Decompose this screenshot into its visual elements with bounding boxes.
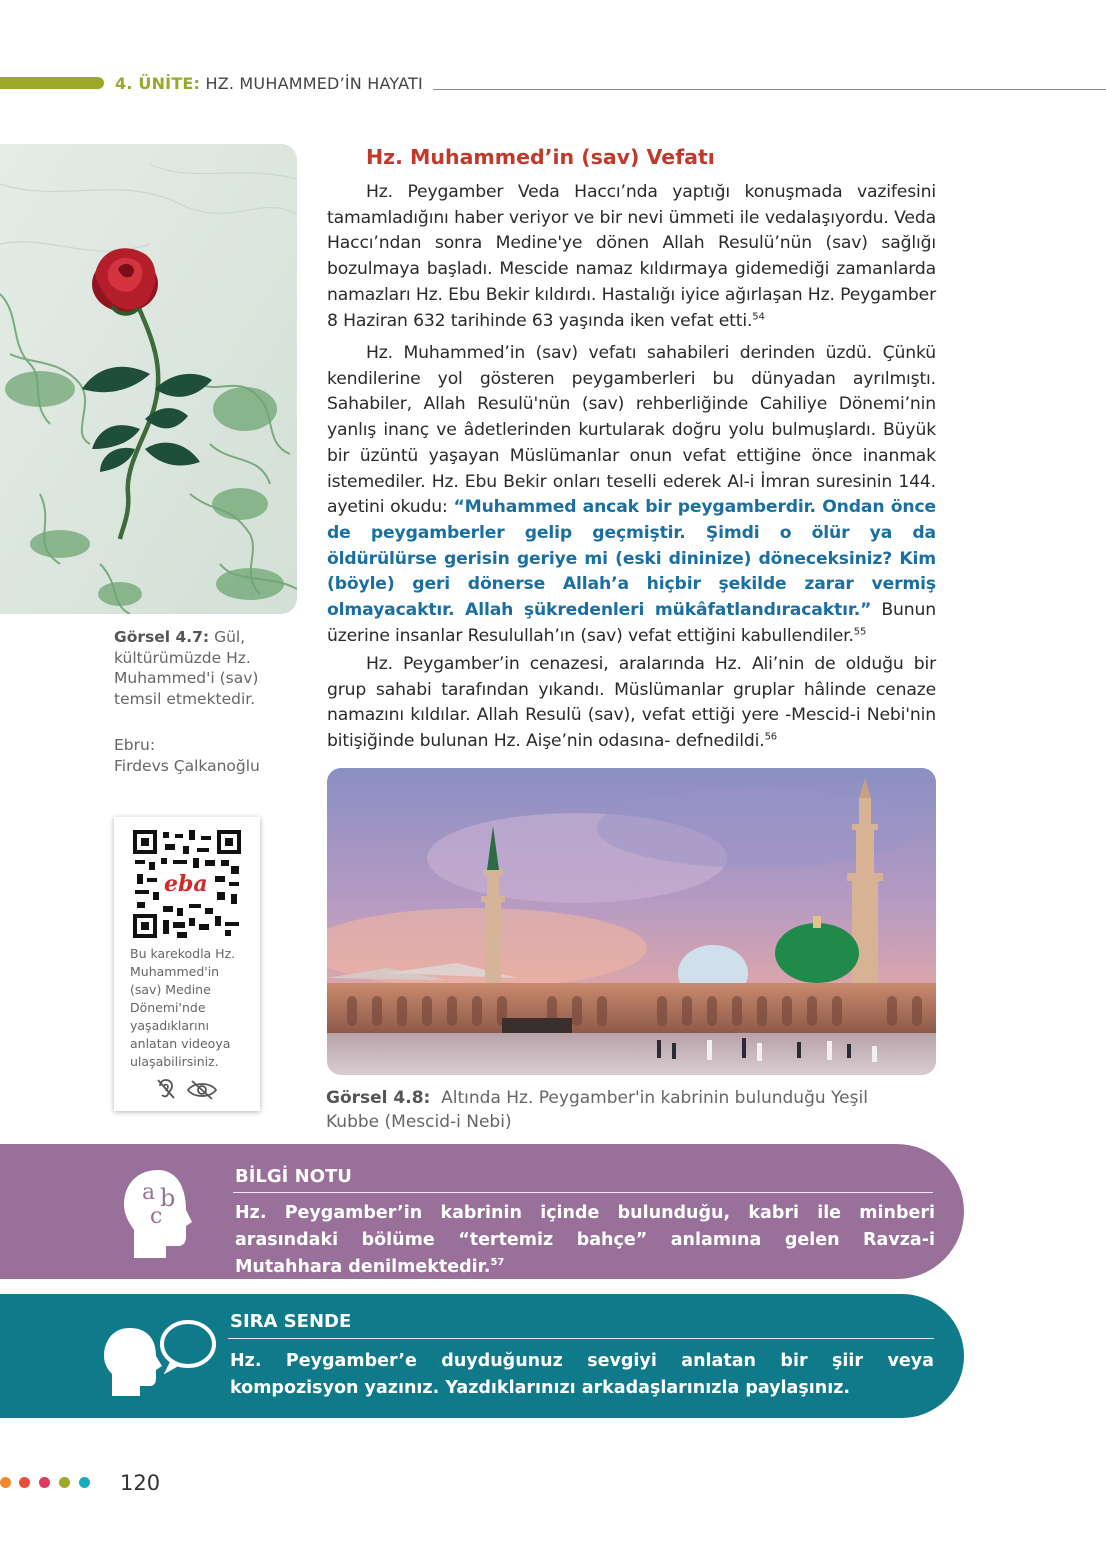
hearing-impaired-icon — [154, 1077, 178, 1101]
bilgi-notu-box — [0, 1144, 964, 1279]
credit-label: Ebru: — [114, 736, 156, 754]
qr-description: Bu karekodla Hz. Muhammed'in (sav) Medine Dönemi'nde yaşadıklarını anlatan videoya ulaşabilirsiniz. — [130, 946, 236, 1069]
bilgi-notu-text — [235, 1200, 935, 1281]
footnote-ref-54[interactable]: 54 — [752, 310, 765, 322]
bilgi-notu-title: BİLGİ NOTU — [235, 1166, 352, 1187]
header-title: HZ. MUHAMMED’İN HAYATI — [205, 74, 423, 93]
sira-sende-box — [0, 1294, 964, 1418]
icon-letter-a: a — [142, 1180, 156, 1205]
sira-sende-title: SIRA SENDE — [230, 1311, 352, 1332]
bilgi-notu-rule — [233, 1192, 933, 1193]
icon-letter-c: c — [150, 1204, 163, 1229]
speaking-head-icon — [100, 1312, 220, 1396]
footer-dot-5 — [79, 1477, 90, 1488]
visually-impaired-icon — [186, 1079, 218, 1101]
bilgi-notu-body: Hz. Peygamber’in kabrinin içinde bulunduğu, kabri ile minberi arasındaki bölüme “tertemiz bahçe” anlamına gelen Ravza-i Mutahhara denilmektedir. — [235, 1203, 935, 1277]
paragraph-1-text: Hz. Peygamber Veda Haccı’nda yaptığı konuşmada vazifesini tamamladığını haber veriyor ve bir nevi ümmeti ile vedalaşıyordu. Veda Haccı’ndan sonra Medine'ye dönen Allah Resulü’nün (sav) sağlığı bozulmaya başladı. Mescide namaz kıldırmaya gidemediği zamanlarda namazları Hz. Ebu Bekir kıldırdı. Hastalığı iyice ağırlaşan Hz. Peygamber 8 Haziran 632 tarihinde 63 yaşında iken vefat etti. — [327, 182, 936, 331]
ayah-quote: “Muhammed ancak bir peygamberdir. Ondan önce de peygamberler gelip geçmiştir. Şimdi o ölür ya da öldürülürse gerisin geriye mi (eski dininize) döneceksiniz? Kim (böyle) geri dönerse Allah’a hiçbir şekilde zarar vermiş olmayacaktır. Allah şükredenleri mükâfatlandıracaktır.” — [327, 497, 936, 621]
paragraph-2-end: Bunun üzerine insanlar Resulullah’ın (sav) vefat ettiğini kabullendiler. — [327, 600, 936, 646]
header-rule — [433, 89, 1106, 90]
footnote-ref-55[interactable]: 55 — [853, 626, 867, 637]
figure-4-7-caption — [114, 627, 294, 709]
sira-sende-text: Hz. Peygamber’e duyduğunuz sevgiyi anlatan bir şiir veya kompozisyon yazınız. Yazdıklarınızı arkadaşlarınızla paylaşınız. — [230, 1351, 934, 1398]
header-accent-bar — [0, 77, 104, 89]
running-header — [115, 74, 423, 93]
figure-4-8-text: Altında Hz. Peygamber'in kabrinin bulunduğu Yeşil Kubbe (Mescid-i Nebi) — [326, 1088, 868, 1132]
footer-dot-2 — [19, 1477, 30, 1488]
section-title: Hz. Muhammed’in (sav) Vefatı — [366, 145, 715, 169]
figure-4-8-label: Görsel 4.8: — [326, 1088, 431, 1108]
figure-4-7-label: Görsel 4.7: — [114, 628, 210, 646]
rose-ebru-image — [0, 144, 297, 614]
figure-4-7-credit — [114, 735, 294, 776]
paragraph-2 — [327, 341, 936, 649]
footnote-ref-57[interactable]: 57 — [490, 1257, 505, 1269]
sira-sende-rule — [228, 1338, 934, 1339]
figure-4-8-caption — [326, 1086, 926, 1134]
paragraph-1 — [327, 180, 936, 334]
footer-dot-4 — [59, 1477, 70, 1488]
icon-letter-b: b — [160, 1184, 176, 1212]
paragraph-3-text: Hz. Peygamber’in cenazesi, aralarında Hz. Ali’nin de olduğu bir grup sahabi tarafından yıkandı. Müslümanlar gruplar hâlinde cenaze namazını kıldılar. Allah Resulü (sav), vefat ettiği yere -Mescid-i Nebi'nin bitişiğinde bulunan Hz. Aişe’nin odasına- defnedildi. — [327, 654, 936, 752]
header-unit: 4. ÜNİTE: — [115, 74, 201, 93]
footnote-ref-56[interactable]: 56 — [764, 731, 778, 743]
mescid-i-nebi-photo — [327, 768, 936, 1075]
eba-logo: eba — [164, 871, 208, 897]
credit-name: Firdevs Çalkanoğlu — [114, 756, 260, 775]
footer-dot-1 — [0, 1477, 11, 1488]
figure-4-7-text: Gül, kültürümüzde Hz. Muhammed'i (sav) temsil etmektedir. — [114, 628, 259, 708]
paragraph-2-text: Hz. Muhammed’in (sav) vefatı sahabileri derinden üzdü. Çünkü kendilerine yol gösteren peygamberleri bu dünyadan ayrılmıştı. Sahabiler, Allah Resulü'nün (sav) rehberliğinde Cahiliye Dönemi’nin yanlış inanç ve âdetlerinden kurtularak doğru yolu bulmuşlardı. Büyük bir üzüntü yaşayan Müslümanlar onun vefat ettiğine önce inanmak istemediler. Hz. Ebu Bekir onları teselli ederek Al-i İmran suresinin 144. ayetini okudu: — [327, 343, 936, 518]
footer-dot-3 — [39, 1477, 50, 1488]
qr-card — [114, 817, 260, 1111]
paragraph-3 — [327, 652, 936, 755]
page-number: 120 — [120, 1471, 161, 1495]
